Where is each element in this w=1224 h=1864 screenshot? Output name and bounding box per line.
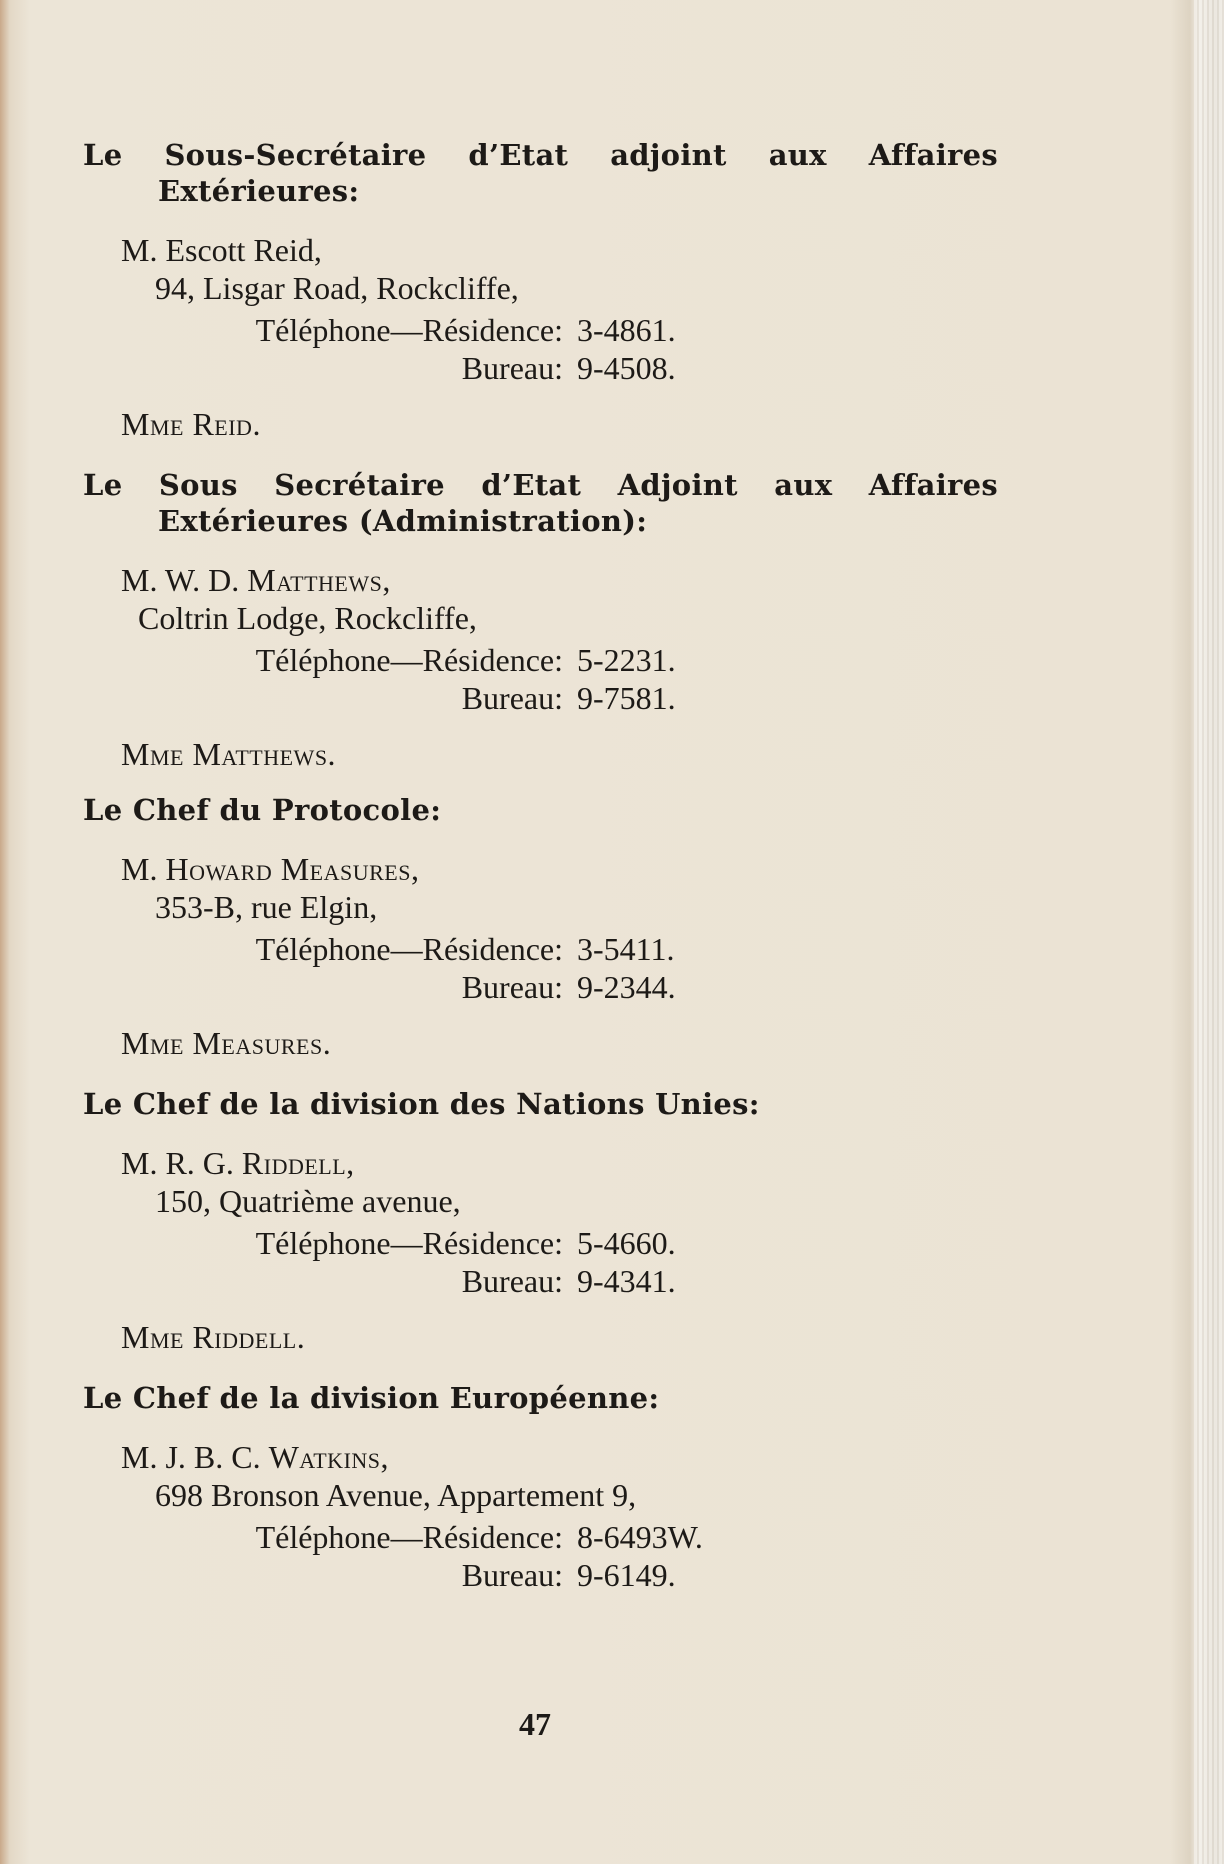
- address: 150, Quatrième avenue,: [155, 1183, 461, 1219]
- official-name: [121, 850, 998, 888]
- name-text: Howard Measures,: [165, 851, 420, 887]
- entry-heading: Le Chef du Protocole:: [83, 793, 442, 827]
- address: 353-B, rue Elgin,: [155, 889, 378, 925]
- spouse-name: Mme Measures.: [121, 1025, 332, 1061]
- phone-office-label: Bureau:: [461, 969, 563, 1005]
- entry-1: [83, 137, 998, 443]
- heading-word: Affaires: [868, 468, 998, 502]
- entry-5: [83, 1380, 998, 1594]
- heading-word: Sous: [158, 468, 238, 502]
- heading-word: Sous-Secrétaire: [164, 138, 427, 172]
- phone-residence-label: Téléphone—Résidence:: [255, 931, 563, 967]
- official-name: [121, 561, 998, 599]
- phone-office: 9-4341.: [577, 1263, 676, 1299]
- name-prefix: M. R. G.: [121, 1145, 234, 1181]
- phone-block: [191, 311, 998, 387]
- heading-word: Adjoint: [617, 468, 738, 502]
- phone-block: [191, 1224, 998, 1300]
- heading-word: d’Etat: [481, 468, 582, 502]
- address: Coltrin Lodge, Rockcliffe,: [138, 600, 477, 636]
- address: 698 Bronson Avenue, Appartement 9,: [155, 1477, 637, 1513]
- official-name: [121, 1144, 998, 1182]
- heading-line-2: Extérieures (Administration):: [158, 504, 648, 538]
- name-prefix: M. J. B. C.: [121, 1439, 261, 1475]
- phone-residence-label: Téléphone—Résidence:: [255, 642, 563, 678]
- phone-office: 9-7581.: [577, 680, 676, 716]
- heading-word: aux: [768, 138, 827, 172]
- phone-office: 9-6149.: [577, 1557, 676, 1593]
- phone-residence-label: Téléphone—Résidence:: [255, 1519, 563, 1555]
- heading-line-1: [83, 137, 998, 173]
- heading-word: Le: [83, 468, 123, 502]
- page-edge: [1194, 0, 1224, 1864]
- phone-office-label: Bureau:: [461, 350, 563, 386]
- name-text: Escott Reid,: [165, 232, 322, 268]
- entry-heading: Le Chef de la division des Nations Unies:: [83, 1087, 760, 1121]
- phone-residence: 3-4861.: [577, 312, 676, 348]
- name-text: Matthews,: [247, 562, 391, 598]
- entry-4: [83, 1086, 998, 1356]
- entry-3: [83, 792, 998, 1062]
- name-prefix: M.: [121, 232, 158, 268]
- phone-office-label: Bureau:: [461, 680, 563, 716]
- entry-heading: Le Chef de la division Européenne:: [83, 1381, 660, 1415]
- phone-residence: 5-2231.: [577, 642, 676, 678]
- entry-2: [83, 467, 998, 773]
- entry-heading: [83, 137, 998, 209]
- name-prefix: M.: [121, 851, 158, 887]
- heading-line-2: Extérieures:: [158, 174, 360, 208]
- heading-word: Affaires: [868, 138, 998, 172]
- heading-word: adjoint: [610, 138, 727, 172]
- spouse-name: Mme Riddell.: [121, 1319, 306, 1355]
- phone-block: [191, 930, 998, 1006]
- name-prefix: M. W. D.: [121, 562, 240, 598]
- official-name: [121, 1438, 998, 1476]
- page-number: 47: [519, 1706, 551, 1742]
- phone-office-label: Bureau:: [461, 1557, 563, 1593]
- heading-word: Secrétaire: [274, 468, 445, 502]
- official-name: [121, 231, 998, 269]
- phone-block: [191, 1518, 998, 1594]
- name-text: Riddell,: [241, 1145, 355, 1181]
- phone-office: 9-4508.: [577, 350, 676, 386]
- phone-office: 9-2344.: [577, 969, 676, 1005]
- phone-office-label: Bureau:: [461, 1263, 563, 1299]
- phone-residence-label: Téléphone—Résidence:: [255, 1225, 563, 1261]
- phone-residence: 8-6493W.: [577, 1519, 703, 1555]
- phone-residence-label: Téléphone—Résidence:: [255, 312, 563, 348]
- heading-line-1: [83, 467, 998, 503]
- phone-block: [191, 641, 998, 717]
- entry-heading: [83, 467, 998, 539]
- name-text: Watkins,: [268, 1439, 390, 1475]
- heading-word: d’Etat: [468, 138, 569, 172]
- heading-word: Le: [83, 138, 123, 172]
- phone-residence: 3-5411.: [577, 931, 675, 967]
- address: 94, Lisgar Road, Rockcliffe,: [155, 270, 519, 306]
- phone-residence: 5-4660.: [577, 1225, 676, 1261]
- spouse-name: Mme Reid.: [121, 406, 261, 442]
- spouse-name: Mme Matthews.: [121, 736, 337, 772]
- heading-word: aux: [774, 468, 833, 502]
